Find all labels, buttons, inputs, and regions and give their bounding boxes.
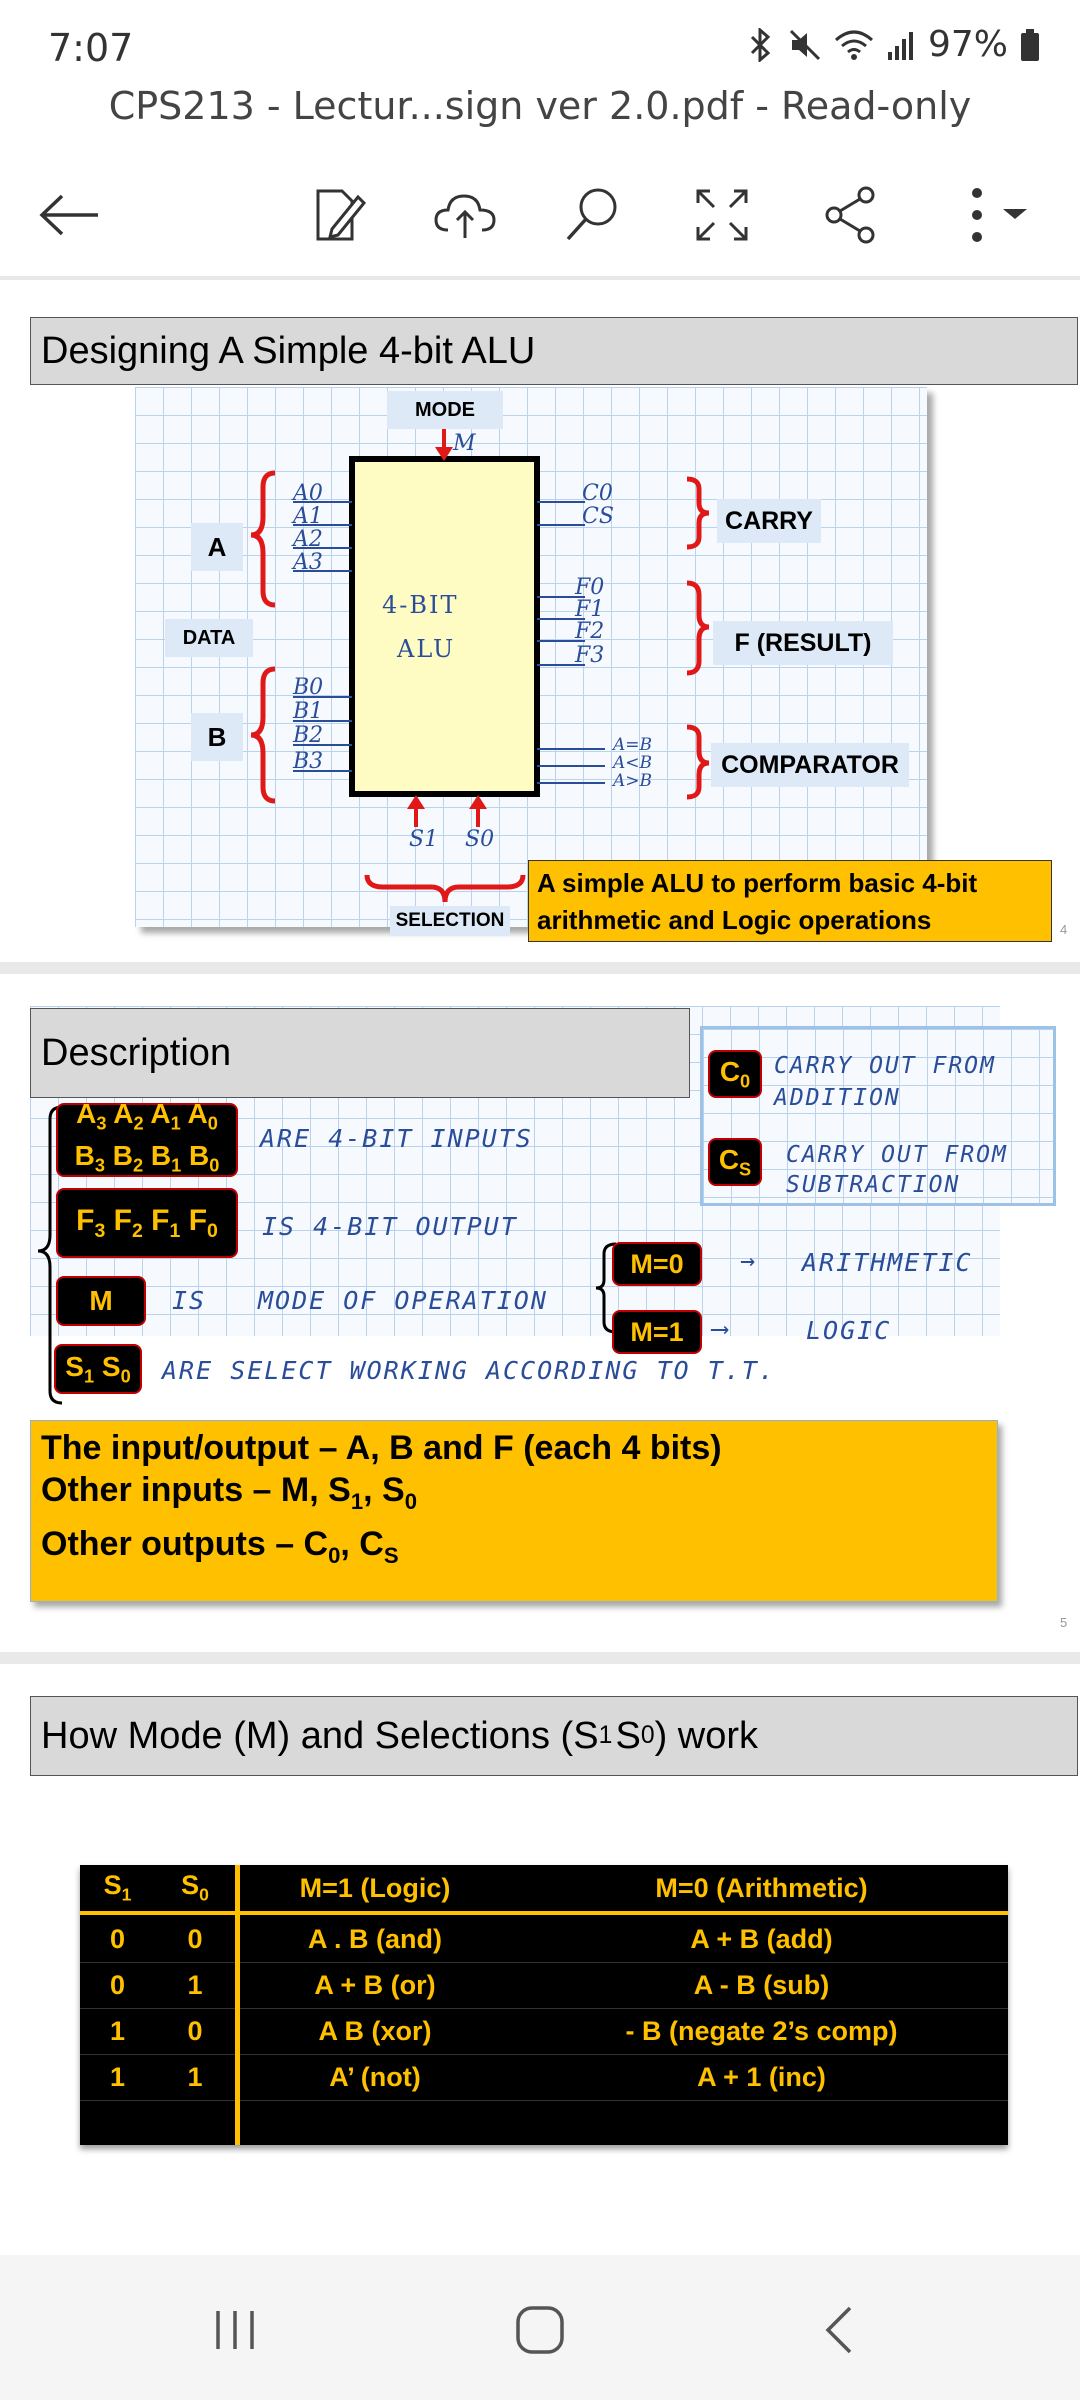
comparator-label: COMPARATOR	[711, 743, 909, 787]
header-arithmetic: M=0 (Arithmetic)	[655, 1872, 868, 1903]
home-button[interactable]	[500, 2295, 580, 2365]
row-s0: 1	[187, 2062, 203, 2092]
back-button[interactable]	[20, 160, 120, 270]
recent-apps-button[interactable]	[195, 2295, 275, 2365]
page-separator-2	[0, 1652, 1080, 1664]
c0-description: CARRY OUT FROM ADDITION	[774, 1053, 996, 1111]
ab-inputs-tag: $A_3$ $A_2$ $A_1$ $A_0$ $B_3$ $B_2$ $B_1$ $B_0$	[56, 1103, 238, 1177]
row-logic: A . B (and)	[308, 1924, 442, 1954]
row3-description: MODE OF OPERATION	[258, 1286, 548, 1315]
carry-label: CARRY	[717, 499, 821, 543]
output-c0: C0	[582, 481, 613, 506]
selection-label: SELECTION	[390, 906, 510, 936]
row-s1: 1	[109, 2016, 126, 2046]
table-row	[80, 1917, 1008, 1963]
battery-icon	[1020, 28, 1040, 62]
fullscreen-icon	[694, 187, 750, 243]
fullscreen-button[interactable]	[672, 160, 772, 270]
output-a-eq-b: A=B	[613, 735, 653, 755]
share-icon	[822, 185, 878, 245]
page-separator-1	[0, 962, 1080, 974]
summary-line-2-text: Other inputs – M, S	[41, 1471, 351, 1509]
battery-level: 97%	[927, 24, 1008, 65]
result-label: F (RESULT)	[713, 621, 893, 665]
row-logic: A + B (or)	[314, 1970, 436, 2000]
output-a-lt-b: A<B	[613, 753, 653, 773]
cloud-upload-button[interactable]	[415, 160, 515, 270]
b-label: B	[191, 713, 243, 761]
toolbar	[0, 160, 1080, 270]
output-a-gt-b: A>B	[613, 771, 653, 791]
back-arrow-icon	[38, 193, 102, 237]
slide-6-heading: How Mode (M) and Selections (S 1 S 0 ) work	[30, 1696, 1078, 1776]
nav-back-button[interactable]	[800, 2295, 880, 2365]
row-arith: - B (negate 2’s comp)	[625, 2016, 898, 2046]
input-b3: B3	[293, 749, 324, 774]
signal-icon	[886, 28, 916, 62]
c0-tag: $C_0$	[708, 1050, 762, 1098]
back-icon	[820, 2304, 860, 2356]
slide-6-heading-prefix: How Mode (M) and Selections (S	[41, 1714, 599, 1757]
header-logic: M=1 (Logic)	[299, 1872, 451, 1903]
row2-description: IS 4-BIT OUTPUT	[262, 1212, 518, 1241]
arithmetic-text: ARITHMETIC	[802, 1248, 973, 1277]
input-b2: B2	[293, 723, 324, 748]
output-f3: F3	[575, 643, 605, 668]
io-summary-box	[30, 1420, 998, 1602]
cloud-upload-icon	[432, 190, 498, 240]
alu-label-line2: ALU	[397, 635, 456, 663]
slide-4-page-number: 4	[1060, 922, 1068, 937]
m1-tag: M=1	[612, 1310, 702, 1354]
row-s1: 0	[109, 1924, 126, 1954]
output-f2: F2	[575, 619, 605, 644]
row-arith: A + 1 (inc)	[697, 2062, 826, 2092]
input-a1: A1	[293, 504, 323, 529]
row-s0: 0	[187, 2016, 203, 2046]
row4-description: ARE SELECT WORKING ACCORDING TO T.T.	[162, 1356, 776, 1385]
edit-pdf-icon	[310, 185, 370, 245]
logic-text: LOGIC	[806, 1316, 892, 1345]
document-title: CPS213 - Lectur...sign ver 2.0.pdf - Read-only	[108, 84, 972, 128]
data-label: DATA	[165, 619, 253, 657]
row-logic: A’ (not)	[329, 2062, 421, 2092]
input-b1: B1	[293, 699, 324, 724]
sel-s0: S0	[465, 827, 495, 852]
mode-selection-table	[80, 1865, 1008, 2145]
search-button[interactable]	[542, 160, 642, 270]
more-options-icon	[955, 185, 1035, 245]
share-button[interactable]	[800, 160, 900, 270]
row-arith: A - B (sub)	[693, 1970, 830, 2000]
slide-6-heading-suffix: ) work	[654, 1714, 759, 1757]
input-a2: A2	[293, 527, 323, 552]
more-options-button[interactable]	[940, 160, 1050, 270]
row3-is: IS	[172, 1286, 207, 1315]
slide-5-heading: Description	[30, 1008, 690, 1098]
row-s1: 0	[109, 1970, 126, 2000]
table-row	[80, 2055, 1008, 2101]
header-s0: $S_0$	[181, 1870, 209, 1905]
table-row	[80, 1963, 1008, 2009]
row-arith: A + B (add)	[690, 1924, 833, 1954]
bluetooth-icon	[746, 28, 776, 62]
row-s0: 1	[187, 1970, 203, 2000]
a-label: A	[191, 523, 243, 571]
m-label: M	[453, 431, 476, 456]
alu-label-line1: 4-BIT	[382, 591, 459, 619]
search-icon	[562, 185, 622, 245]
input-a0: A0	[293, 481, 323, 506]
m0-tag: M=0	[612, 1242, 702, 1286]
input-b0: B0	[293, 675, 324, 700]
system-nav-bar	[0, 2255, 1080, 2400]
m1-arrow: ⟶	[712, 1314, 730, 1343]
row1-description: ARE 4-BIT INPUTS	[260, 1124, 533, 1153]
summary-line-3-text: Other outputs – C	[41, 1524, 329, 1563]
f-outputs-tag: $F_3$ $F_2$ $F_1$ $F_0$	[56, 1188, 238, 1258]
wifi-icon	[834, 28, 874, 62]
output-f1: F1	[575, 597, 605, 622]
summary-line-1: The input/output – A, B and F (each 4 bits)	[41, 1429, 722, 1467]
slide-4-heading: Designing A Simple 4-bit ALU	[30, 317, 1078, 385]
output-f0: F0	[575, 575, 605, 600]
slide-4-note: A simple ALU to perform basic 4-bit arithmetic and Logic operations	[528, 860, 1052, 942]
summary-line-2: Other inputs – M, $S_1$, $S_0$	[41, 1471, 417, 1514]
header-s1: $S_1$	[103, 1870, 132, 1905]
sel-s1: S1	[409, 827, 439, 852]
recent-apps-icon	[210, 2305, 260, 2355]
alu-diagram	[135, 387, 927, 931]
cs-description: CARRY OUT FROM SUBTRACTION	[786, 1142, 1008, 1198]
mode-label: MODE	[387, 391, 503, 429]
status-time: 7:07	[48, 26, 134, 70]
table-column-divider	[235, 1865, 240, 2145]
slide-5-page-number: 5	[1060, 1615, 1068, 1630]
home-icon	[514, 2304, 566, 2356]
output-cs: CS	[582, 504, 614, 529]
mute-icon	[788, 28, 822, 62]
edit-pdf-button[interactable]	[290, 160, 390, 270]
cs-tag: $C_S$	[708, 1138, 762, 1186]
row-s0: 0	[187, 1924, 203, 1954]
summary-line-3: Other outputs – $C_0$, $C_S$	[41, 1524, 399, 1568]
table-row	[80, 2009, 1008, 2055]
s1s0-tag: $S_1$ $S_0$	[54, 1344, 142, 1394]
m0-arrow: →	[740, 1246, 758, 1275]
row-s1: 1	[109, 2062, 126, 2092]
input-a3: A3	[293, 550, 323, 575]
m-tag: M	[56, 1276, 146, 1326]
status-bar	[0, 0, 1080, 90]
row-logic: A B (xor)	[318, 2016, 432, 2046]
table-header-row	[80, 1865, 1008, 1915]
status-icons	[746, 24, 1040, 65]
